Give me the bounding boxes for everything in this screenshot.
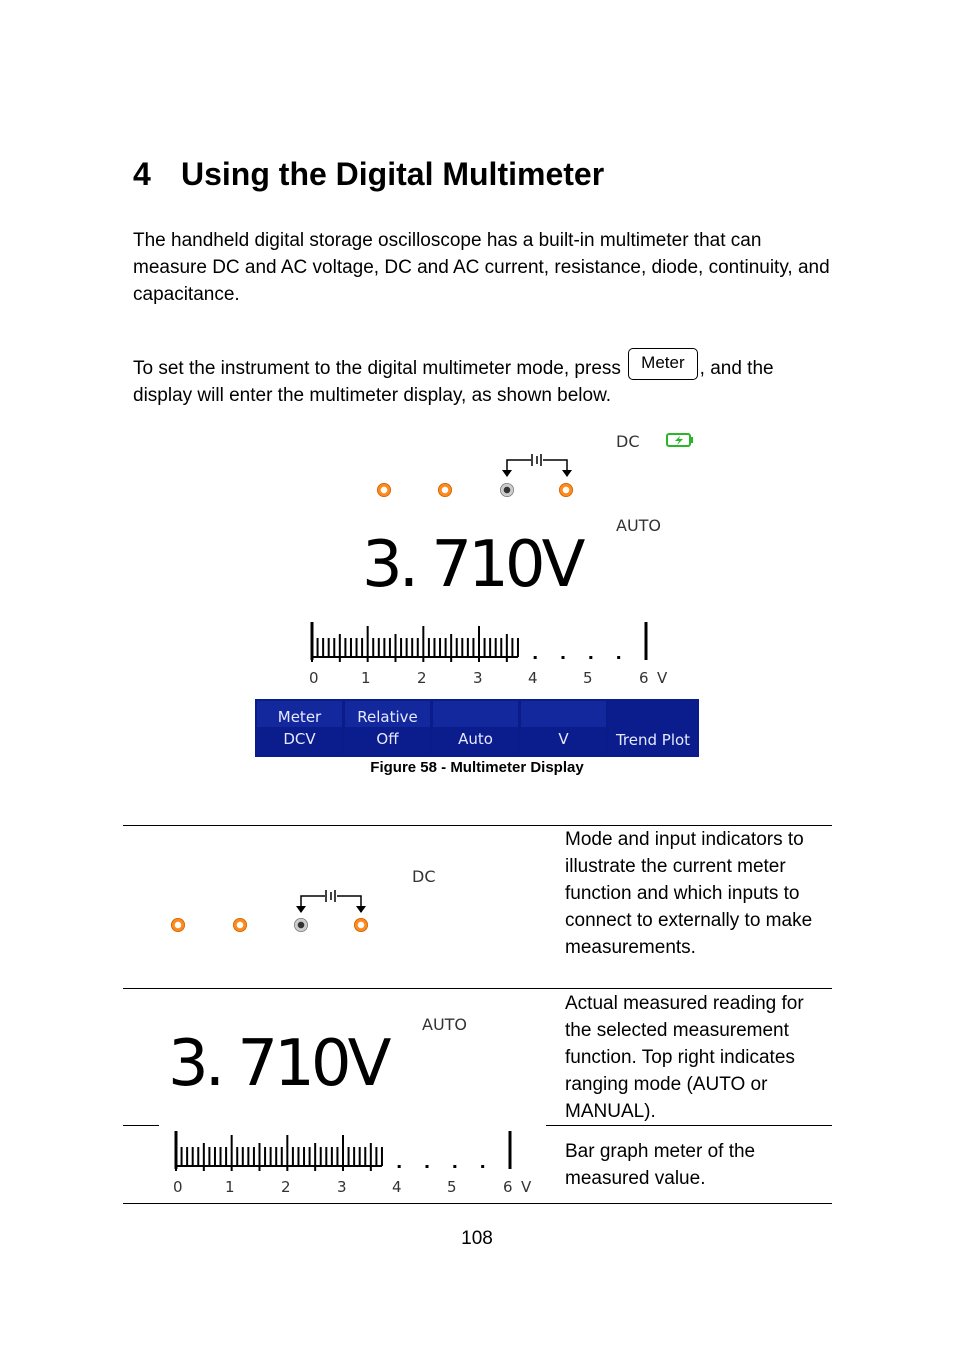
softkey-range[interactable]: Auto — [433, 701, 518, 755]
scale-tick — [286, 1167, 288, 1171]
scale-label: 2 — [417, 669, 427, 687]
scale-tick — [311, 658, 313, 662]
table-rule — [546, 1125, 832, 1126]
scale-label: 6 — [503, 1178, 513, 1196]
scale-tick — [231, 1167, 233, 1171]
scale-dot — [398, 1165, 401, 1168]
scale-unit: V — [521, 1178, 532, 1196]
mode-indicator: DC — [412, 867, 436, 886]
scale-tick — [370, 1167, 372, 1171]
softkey-bar — [255, 699, 699, 757]
row2-description: Actual measured reading for the selected measurement function. Top right indicates ranging mode (AUTO or MANUAL). — [565, 993, 804, 1122]
table-rule — [123, 1125, 159, 1126]
scale-label: 3 — [337, 1178, 347, 1196]
scale-label: 0 — [173, 1178, 183, 1196]
input-terminal-icon — [559, 483, 573, 497]
scale-label: 1 — [361, 669, 371, 687]
section-number: 4 — [133, 156, 151, 192]
battery-charging-icon — [666, 433, 694, 447]
scale-unit: V — [657, 669, 668, 687]
range-mode-indicator: AUTO — [422, 1015, 468, 1034]
scale-label: 0 — [309, 669, 319, 687]
com-terminal-icon — [500, 483, 514, 497]
scale-label: 6 — [639, 669, 649, 687]
scale-tick — [314, 1167, 316, 1171]
scale-tick — [422, 658, 424, 662]
dc-symbol-connector-icon — [291, 886, 371, 916]
input-terminal-icon — [233, 918, 247, 932]
page-number: 108 — [461, 1228, 493, 1249]
scale-tick — [506, 658, 508, 662]
scale-tick — [450, 658, 452, 662]
section-title: Using the Digital Multimeter — [181, 156, 605, 192]
reading-value: 3. 710V — [168, 1027, 388, 1101]
scale-tick — [203, 1167, 205, 1171]
bar-graph — [172, 1129, 516, 1173]
table-rule — [123, 1203, 832, 1204]
intro-paragraph: The handheld digital storage oscilloscope has a built-in multimeter that can measure DC and AC voltage, DC and AC current, resistance, diode, continuity, and capacitance. — [133, 230, 830, 305]
instruction-after: , and the display will enter the multimeter display, as shown below. — [133, 358, 774, 406]
reading-value: 3. 710V — [362, 528, 582, 602]
scale-dot — [481, 1165, 484, 1168]
scale-tick — [339, 658, 341, 662]
scale-label: 2 — [281, 1178, 291, 1196]
scale-dot — [426, 1165, 429, 1168]
scale-label: 4 — [528, 669, 538, 687]
scale-label: 5 — [583, 669, 593, 687]
scale-tick — [342, 1167, 344, 1171]
softkey-relative[interactable]: Relative Off — [345, 701, 430, 755]
section-heading — [133, 156, 604, 193]
figure-caption: Figure 58 - Multimeter Display — [370, 759, 584, 776]
table-rule — [123, 988, 832, 989]
scale-dot — [453, 1165, 456, 1168]
instruction-paragraph — [133, 348, 833, 409]
scale-dot — [534, 656, 537, 659]
softkey-trend-plot[interactable]: Trend Plot — [609, 701, 697, 755]
softkey-unit[interactable]: V — [521, 701, 606, 755]
com-terminal-icon — [294, 918, 308, 932]
row3-description: Bar graph meter of the measured value. — [565, 1141, 756, 1189]
scale-label: 5 — [447, 1178, 457, 1196]
dc-symbol-connector-icon — [497, 450, 577, 480]
instruction-before: To set the instrument to the digital multimeter mode, press — [133, 358, 621, 379]
mode-indicator: DC — [616, 432, 640, 451]
input-terminal-icon — [354, 918, 368, 932]
scale-label: 3 — [473, 669, 483, 687]
input-terminal-icon — [171, 918, 185, 932]
input-terminal-icon — [377, 483, 391, 497]
scale-tick — [478, 658, 480, 662]
range-mode-indicator: AUTO — [616, 516, 662, 535]
scale-dot — [617, 656, 620, 659]
input-terminal-icon — [438, 483, 452, 497]
scale-tick — [395, 658, 397, 662]
meter-key: Meter — [628, 348, 697, 380]
softkey-meter[interactable]: Meter DCV — [257, 701, 342, 755]
scale-tick — [367, 658, 369, 662]
scale-dot — [589, 656, 592, 659]
scale-tick — [175, 1167, 177, 1171]
scale-label: 1 — [225, 1178, 235, 1196]
scale-dot — [562, 656, 565, 659]
bar-graph — [308, 620, 652, 664]
scale-label: 4 — [392, 1178, 402, 1196]
scale-tick — [259, 1167, 261, 1171]
row1-description: Mode and input indicators to illustrate the current meter function and which inputs to connect to externally to make measurements. — [565, 829, 813, 958]
